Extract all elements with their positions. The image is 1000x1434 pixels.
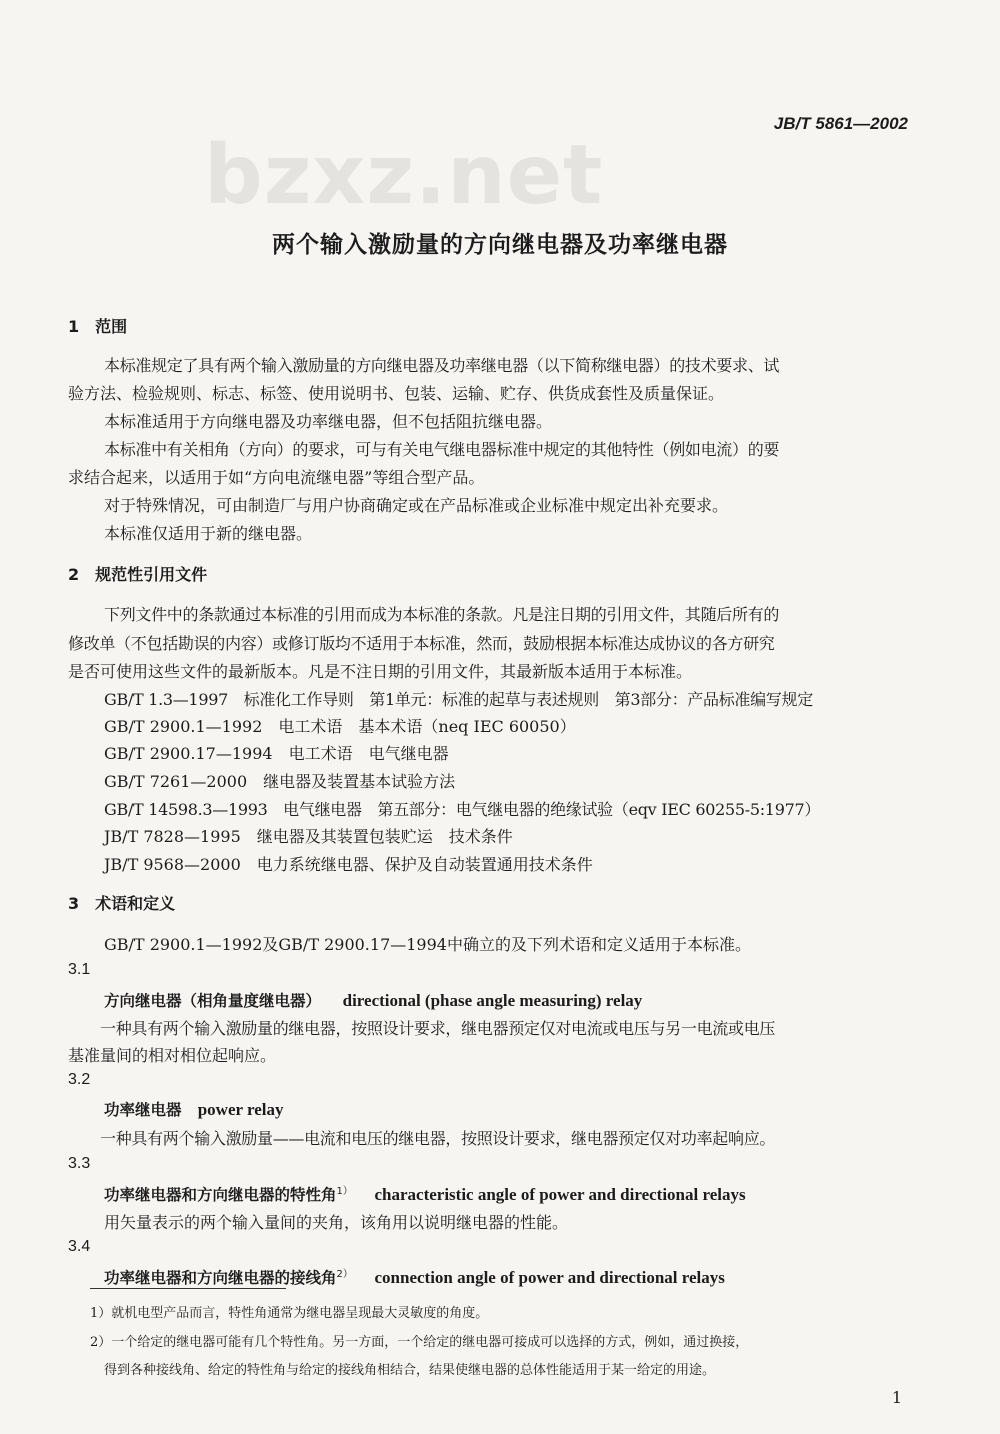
- term-zh: 功率继电器和方向继电器的接线角: [104, 1269, 337, 1288]
- reference-item: JB/T 7828—1995 继电器及其装置包装贮运 技术条件: [104, 827, 513, 846]
- page-number: 1: [891, 1388, 902, 1407]
- term-en: connection angle of power and directional relays: [374, 1268, 725, 1288]
- section-3-heading: 3 术语和定义: [68, 894, 176, 913]
- footnote-ref: 2）: [336, 1269, 353, 1280]
- footnote: 1）就机电型产品而言，特性角通常为继电器呈现最大灵敏度的角度。: [90, 1306, 489, 1321]
- paragraph-line: 对于特殊情况，可由制造厂与用户协商确定或在产品标准或企业标准中规定出补充要求。: [104, 496, 729, 515]
- reference-item: GB/T 14598.3—1993 电气继电器 第五部分：电气继电器的绝缘试验（eqv IEC 60255-5:1977）: [104, 800, 821, 819]
- reference-item: GB/T 2900.17—1994 电工术语 电气继电器: [104, 744, 449, 763]
- term-definition: 一种具有两个输入激励量——电流和电压的继电器，按照设计要求，继电器预定仅对功率起响应。: [100, 1129, 776, 1148]
- term-number: 3.2: [68, 1071, 91, 1088]
- term-number: 3.1: [68, 961, 91, 978]
- section-2-heading: 2 规范性引用文件: [68, 565, 208, 584]
- term-zh: 方向继电器（相角量度继电器）: [104, 992, 322, 1010]
- watermark: bzxz.net: [204, 128, 604, 223]
- term-number: 3.3: [68, 1155, 91, 1172]
- paragraph-line: 下列文件中的条款通过本标准的引用而成为本标准的条款。凡是注日期的引用文件，其随后所有的: [104, 605, 780, 624]
- footnote-separator: [90, 1288, 286, 1289]
- paragraph-line: 本标准中有关相角（方向）的要求，可与有关电气继电器标准中规定的其他特性（例如电流）的要: [104, 440, 780, 459]
- paragraph-line: 本标准适用于方向继电器及功率继电器，但不包括阻抗继电器。: [104, 412, 553, 431]
- term-number: 3.4: [68, 1238, 91, 1255]
- term-en: directional (phase angle measuring) relay: [342, 991, 643, 1010]
- term-zh: 功率继电器: [104, 1101, 182, 1119]
- term-heading: [104, 989, 642, 1011]
- footnote: 2）一个给定的继电器可能有几个特性角。另一方面，一个给定的继电器可接成可以选择的方式，例如，通过换接，: [90, 1335, 749, 1350]
- section-1-heading: 1 范围: [68, 317, 128, 336]
- term-zh: 功率继电器和方向继电器的特性角: [104, 1186, 337, 1205]
- term-en: power relay: [197, 1100, 284, 1119]
- paragraph-line: GB/T 2900.1—1992及GB/T 2900.17—1994中确立的及下列术语和定义适用于本标准。: [104, 935, 751, 954]
- paragraph-line: 求结合起来，以适用于如“方向电流继电器”等组合型产品。: [68, 468, 485, 487]
- term-definition: 基准量间的相对相位起响应。: [68, 1046, 277, 1065]
- reference-item: GB/T 7261—2000 继电器及装置基本试验方法: [104, 772, 456, 791]
- reference-item: JB/T 9568—2000 电力系统继电器、保护及自动装置通用技术条件: [104, 855, 593, 874]
- footnote-ref: 1）: [336, 1186, 353, 1197]
- reference-item: GB/T 2900.1—1992 电工术语 基本术语（neq IEC 60050）: [104, 717, 576, 736]
- term-heading: [104, 1182, 746, 1205]
- paragraph-line: 验方法、检验规则、标志、标签、使用说明书、包装、运输、贮存、供货成套性及质量保证。: [68, 384, 725, 403]
- term-heading: [104, 1265, 725, 1288]
- document-title: 两个输入激励量的方向继电器及功率继电器: [272, 232, 728, 258]
- term-definition: 一种具有两个输入激励量的继电器，按照设计要求，继电器预定仅对电流或电压与另一电流或电压: [100, 1019, 776, 1038]
- standard-number: JB/T 5861—2002: [773, 114, 908, 133]
- term-definition: 用矢量表示的两个输入量间的夹角，该角用以说明继电器的性能。: [104, 1213, 569, 1232]
- term-en: characteristic angle of power and directional relays: [374, 1185, 746, 1205]
- reference-item: GB/T 1.3—1997 标准化工作导则 第1单元：标准的起草与表述规则 第3部分：产品标准编写规定: [104, 690, 813, 709]
- paragraph-line: 修改单（不包括勘误的内容）或修订版均不适用于本标准，然而，鼓励根据本标准达成协议的各方研究: [68, 634, 775, 653]
- footnote: 得到各种接线角、给定的特性角与给定的接线角相结合，结果使继电器的总体性能适用于某一给定的用途。: [104, 1363, 716, 1378]
- paragraph-line: 本标准规定了具有两个输入激励量的方向继电器及功率继电器（以下简称继电器）的技术要求、试: [104, 356, 780, 375]
- term-heading: [104, 1098, 284, 1120]
- paragraph-line: 本标准仅适用于新的继电器。: [104, 524, 313, 543]
- paragraph-line: 是否可使用这些文件的最新版本。凡是不注日期的引用文件，其最新版本适用于本标准。: [68, 662, 693, 681]
